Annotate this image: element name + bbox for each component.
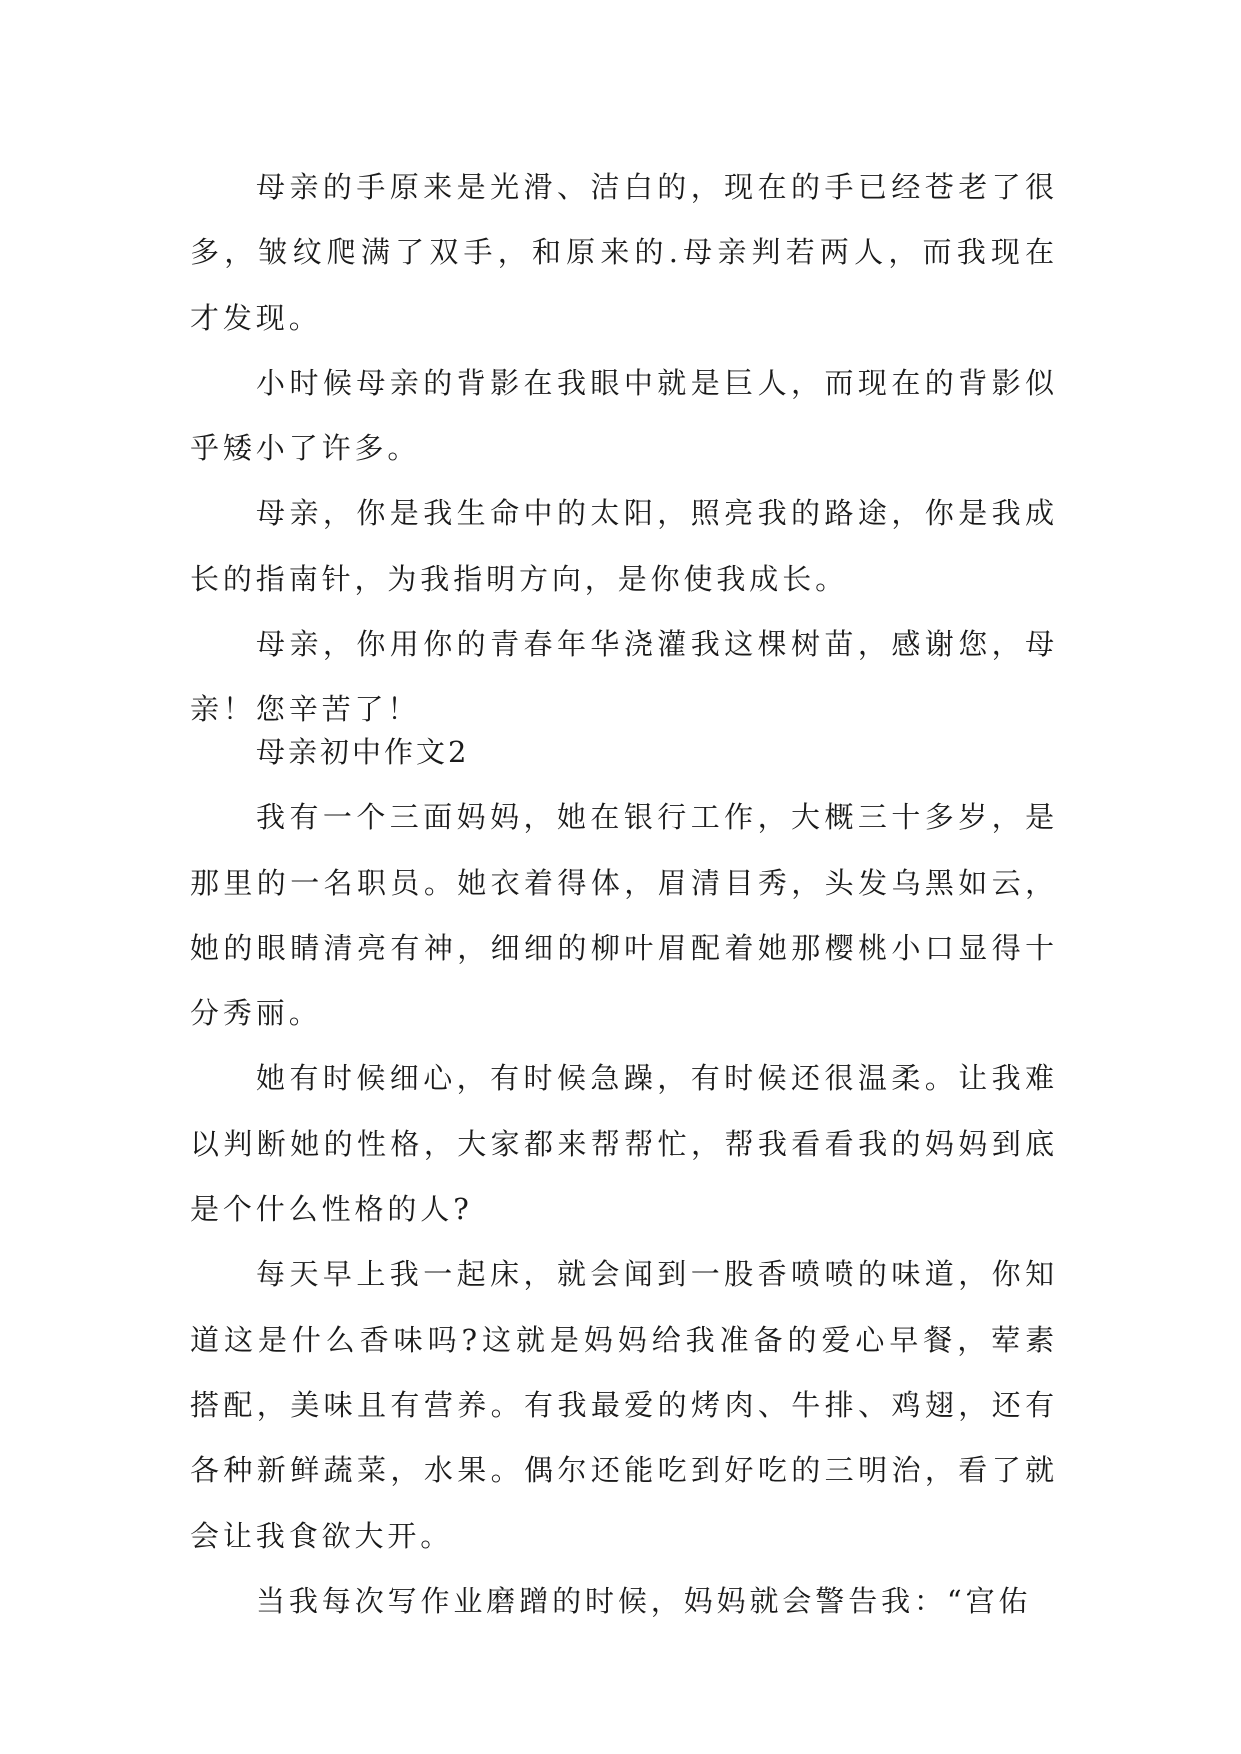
paragraph: 母亲的手原来是光滑、洁白的，现在的手已经苍老了很多，皱纹爬满了双手，和原来的.母亲判若两人，而我现在才发现。	[190, 170, 1058, 335]
paragraph: 母亲，你是我生命中的太阳，照亮我的路途，你是我成长的指南针，为我指明方向，是你使我成长。	[190, 496, 1058, 596]
essay-section-2	[190, 720, 1058, 1634]
essay-heading: 母亲初中作文2	[256, 735, 470, 769]
essay-section-1	[190, 155, 1058, 743]
paragraph: 每天早上我一起床，就会闻到一股香喷喷的味道，你知道这是什么香味吗?这就是妈妈给我准备的爱心早餐，荤素搭配，美味且有营养。有我最爱的烤肉、牛排、鸡翅，还有各种新鲜蔬菜，水果。偶尔还能吃到好吃的三明治，看了就会让我食欲大开。	[190, 1257, 1058, 1553]
paragraph: 小时候母亲的背影在我眼中就是巨人，而现在的背影似乎矮小了许多。	[190, 365, 1058, 466]
paragraph: 当我每次写作业磨蹭的时候，妈妈就会警告我：“宫佑	[256, 1583, 1032, 1618]
paragraph: 母亲，你用你的青春年华浇灌我这棵树苗，感谢您，母亲！您辛苦了！	[190, 627, 1058, 727]
paragraph: 我有一个三面妈妈，她在银行工作，大概三十多岁，是那里的一名职员。她衣着得体，眉清目秀，头发乌黑如云，她的眼睛清亮有神，细细的柳叶眉配着她那樱桃小口显得十分秀丽。	[190, 800, 1058, 1031]
paragraph: 她有时候细心，有时候急躁，有时候还很温柔。让我难以判断她的性格，大家都来帮帮忙，帮我看看我的妈妈到底是个什么性格的人?	[190, 1061, 1058, 1227]
